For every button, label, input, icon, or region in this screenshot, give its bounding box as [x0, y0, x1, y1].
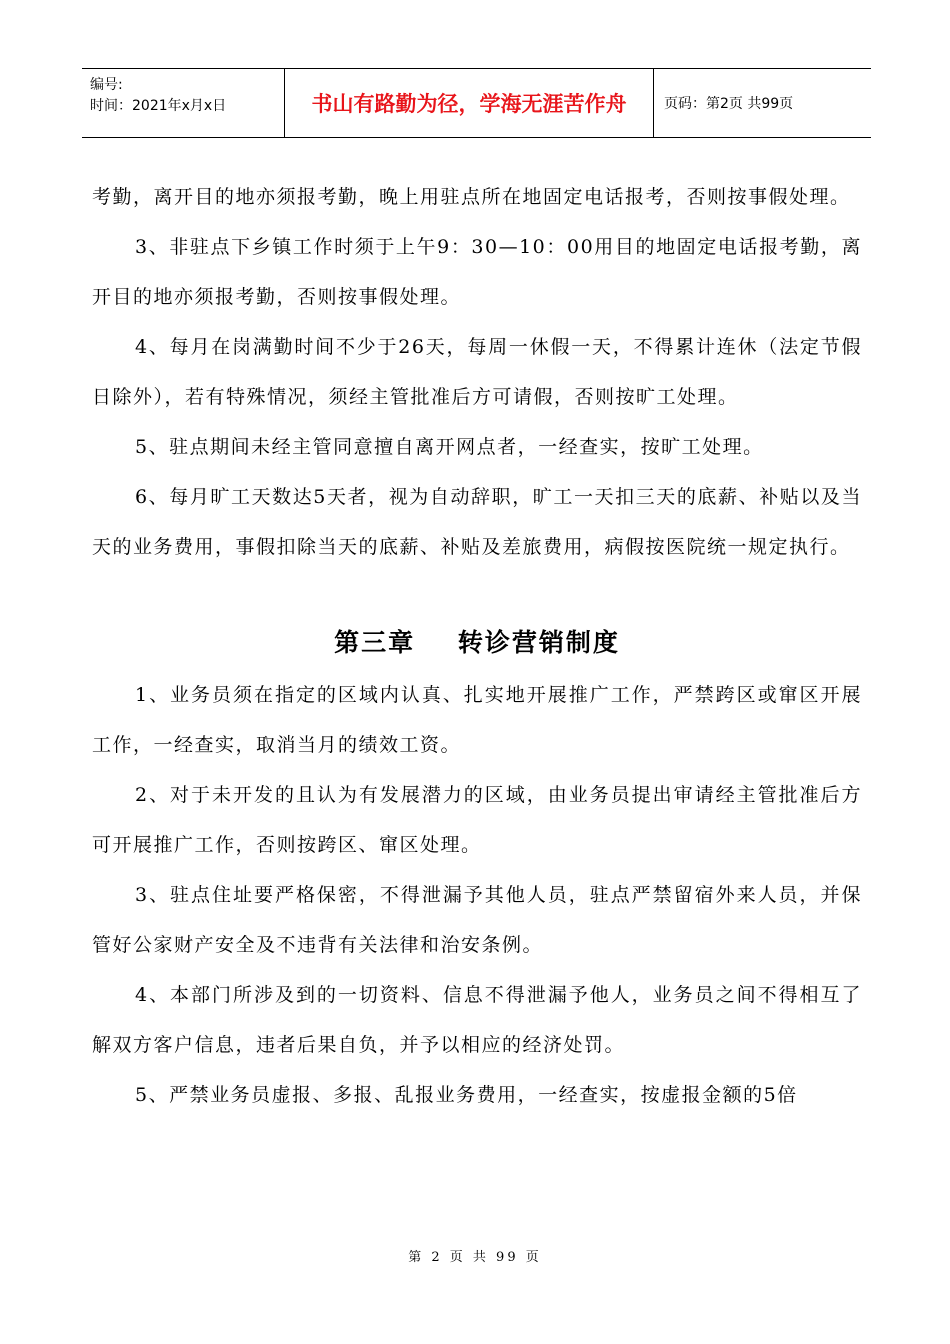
paragraph: 4、每月在岗满勤时间不少于26天，每周一休假一天，不得累计连休（法定节假日除外），若有特殊情况，须经主管批准后方可请假，否则按旷工处理。 — [92, 336, 862, 408]
page-footer: 第 2 页 共 99 页 — [408, 1250, 542, 1265]
paragraph: 2、对于未开发的且认为有发展潜力的区域，由业务员提出审请经主管批准后方可开展推广工作，否则按跨区、窜区处理。 — [92, 784, 862, 856]
paragraph: 5、严禁业务员虚报、多报、乱报业务费用，一经查实，按虚报金额的5倍 — [135, 1084, 798, 1106]
paragraph: 5、驻点期间未经主管同意擅自离开网点者，一经查实，按旷工处理。 — [135, 436, 764, 458]
section-top — [92, 172, 862, 572]
chapter-title: 第三章 转诊营销制度 — [334, 628, 620, 657]
paragraph: 3、非驻点下乡镇工作时须于上午9：30—10：00用目的地固定电话报考勤，离开目的地亦须报考勤，否则按事假处理。 — [92, 236, 862, 308]
document-number: 编号: — [90, 77, 123, 93]
page-header — [82, 68, 871, 138]
header-meta — [82, 69, 284, 137]
document-date: 时间：2021年x月x日 — [90, 98, 227, 114]
paragraph: 1、业务员须在指定的区域内认真、扎实地开展推广工作，严禁跨区或窜区开展工作，一经查实，取消当月的绩效工资。 — [92, 684, 862, 756]
header-page-info: 页码：第2页 共99页 — [664, 96, 794, 112]
paragraph: 6、每月旷工天数达5天者，视为自动辞职，旷工一天扣三天的底薪、补贴以及当天的业务费用，事假扣除当天的底薪、补贴及差旅费用，病假按医院统一规定执行。 — [92, 486, 862, 558]
header-motto: 书山有路勤为径，学海无涯苦作舟 — [284, 69, 654, 137]
document-body — [92, 172, 862, 1120]
paragraph: 4、本部门所涉及到的一切资料、信息不得泄漏予他人，业务员之间不得相互了解双方客户信息，违者后果自负，并予以相应的经济处罚。 — [92, 984, 862, 1056]
paragraph: 考勤，离开目的地亦须报考勤，晚上用驻点所在地固定电话报考，否则按事假处理。 — [92, 186, 851, 208]
section-bottom — [92, 670, 862, 1120]
paragraph: 3、驻点住址要严格保密，不得泄漏予其他人员，驻点严禁留宿外来人员，并保管好公家财产安全及不违背有关法律和治安条例。 — [92, 884, 862, 956]
